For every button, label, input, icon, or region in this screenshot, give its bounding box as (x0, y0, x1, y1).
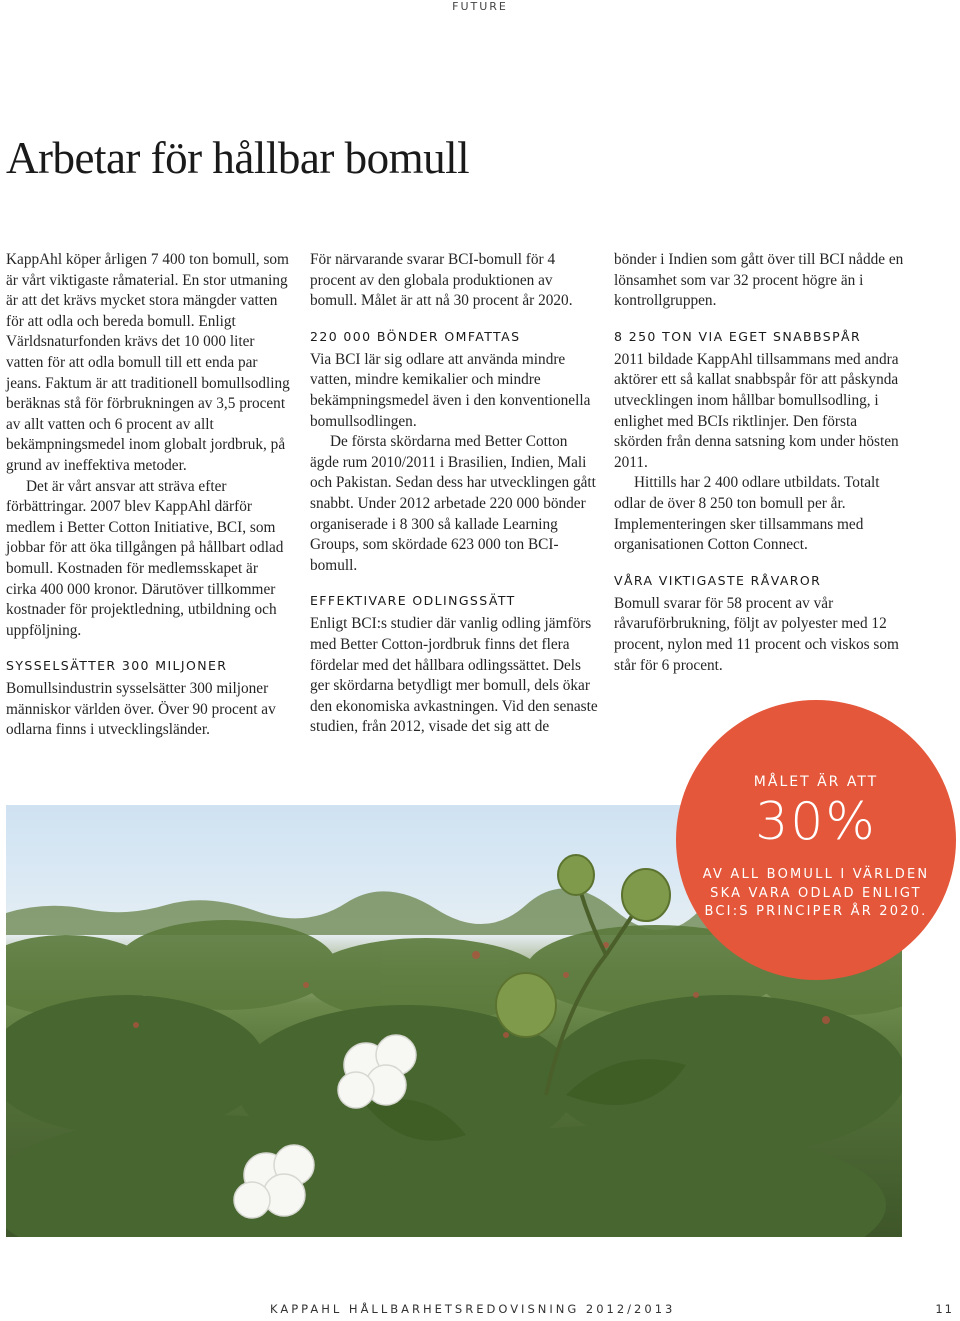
callout-figure: 30% (755, 792, 877, 852)
paragraph: 2011 bildade KappAhl tillsammans med andra aktörer ett så kallat snabbspår för att påskynda utvecklingen inom hållbar bomullsodling, i enlighet med BCIs riktlinjer. Den första skörden från denna satsning kom under hösten 2011. (614, 350, 899, 471)
publication-footer: KAPPAHL HÅLLBARHETSREDOVISNING 2012/2013 (270, 1302, 676, 1316)
paragraph: Bomullsindustrin sysselsätter 300 miljoner människor världen över. Över 90 procent av odlarna finns i utvecklingsländer. (6, 680, 276, 739)
page-title: Arbetar för hållbar bomull (6, 133, 470, 183)
text-column-1 (6, 250, 290, 741)
paragraph: De första skördarna med Better Cotton ägde rum 2010/2011 i Brasilien, Indien, Mali och Pakistan. Sedan dess har utvecklingen gått snabbt. Under 2012 arbetade 220 000 bönder organiserade i 8 300 så kallade Learning Groups, som skördade 623 000 ton BCI-bomull. (310, 433, 596, 574)
text-column-3 (614, 250, 904, 676)
callout-kicker: MÅLET ÄR ATT (753, 774, 879, 790)
paragraph: För närvarande svarar BCI-bomull för 4 procent av den globala produktionen av bomull. Målet är att nå 30 procent år 2020. (310, 251, 573, 310)
goal-callout (676, 700, 956, 980)
paragraph: KappAhl köper årligen 7 400 ton bomull, som är vårt viktigaste råmaterial. En stor utmaning är att det krävs mycket stora mängder vatten för att odla och bereda bomull. Enligt Världsnaturfonden krävs det 10 000 liter vatten för att odla bomull till ett enda par jeans. Faktum är att traditionell bomullsodling beräknas stå för förbrukningen av 3,5 procent av allt vatten och 6 procent av allt bekämpningsmedel inom globalt jordbruk, på grund av ineffektiva metoder. (6, 251, 290, 474)
section-label: FUTURE (452, 0, 508, 13)
callout-text: AV ALL BOMULL I VÄRLDEN SKA VARA ODLAD ENLIGT BCI:S PRINCIPER ÅR 2020. (702, 867, 930, 919)
subheading: EFFEKTIVARE ODLINGSSÄTT (310, 593, 516, 609)
subheading: VÅRA VIKTIGASTE RÅVAROR (614, 572, 822, 588)
text-column-2 (310, 250, 600, 738)
paragraph: Bomull svarar för 58 procent av vår råvaruförbrukning, följt av polyester med 12 procent, nylon med 11 procent och viskos som står för 6 procent. (614, 594, 899, 674)
subheading: SYSSELSÄTTER 300 MILJONER (6, 658, 228, 674)
paragraph: Via BCI lär sig odlare att använda mindre vatten, mindre kemikalier och mindre bekämpningsmedel även i den konventionella bomullsodlingen. (310, 350, 591, 430)
paragraph: Enligt BCI:s studier där vanlig odling jämförs med Better Cotton-jordbruk finns det flera fördelar med det hållbara odlingssättet. Dels ger skördarna betydligt mer bomull, dels ökar den ekonomiska avkastningen. Vid den senaste studien, från 2012, visade det sig att de (310, 615, 598, 736)
paragraph: Hittills har 2 400 odlare utbildats. Totalt odlar de över 8 250 ton bomull per år. Implementeringen sker tillsammans med organisationen Cotton Connect. (614, 474, 880, 554)
page-number: 11 (935, 1302, 954, 1316)
subheading: 220 000 BÖNDER OMFATTAS (310, 328, 521, 344)
subheading: 8 250 TON VIA EGET SNABBSPÅR (614, 328, 862, 344)
paragraph: Det är vårt ansvar att sträva efter förbättringar. 2007 blev KappAhl därför medlem i Better Cotton Initiative, BCI, som jobbar för att öka tillgången på hållbart odlad bomull. Kostnaden för medlemsskapet är cirka 400 000 kronor. Därutöver tillkommer kostnader för projektledning, utbildning och uppföljning. (6, 477, 284, 639)
paragraph: bönder i Indien som gått över till BCI nådde en lönsamhet som var 32 procent högre än i kontrollgruppen. (614, 251, 904, 310)
